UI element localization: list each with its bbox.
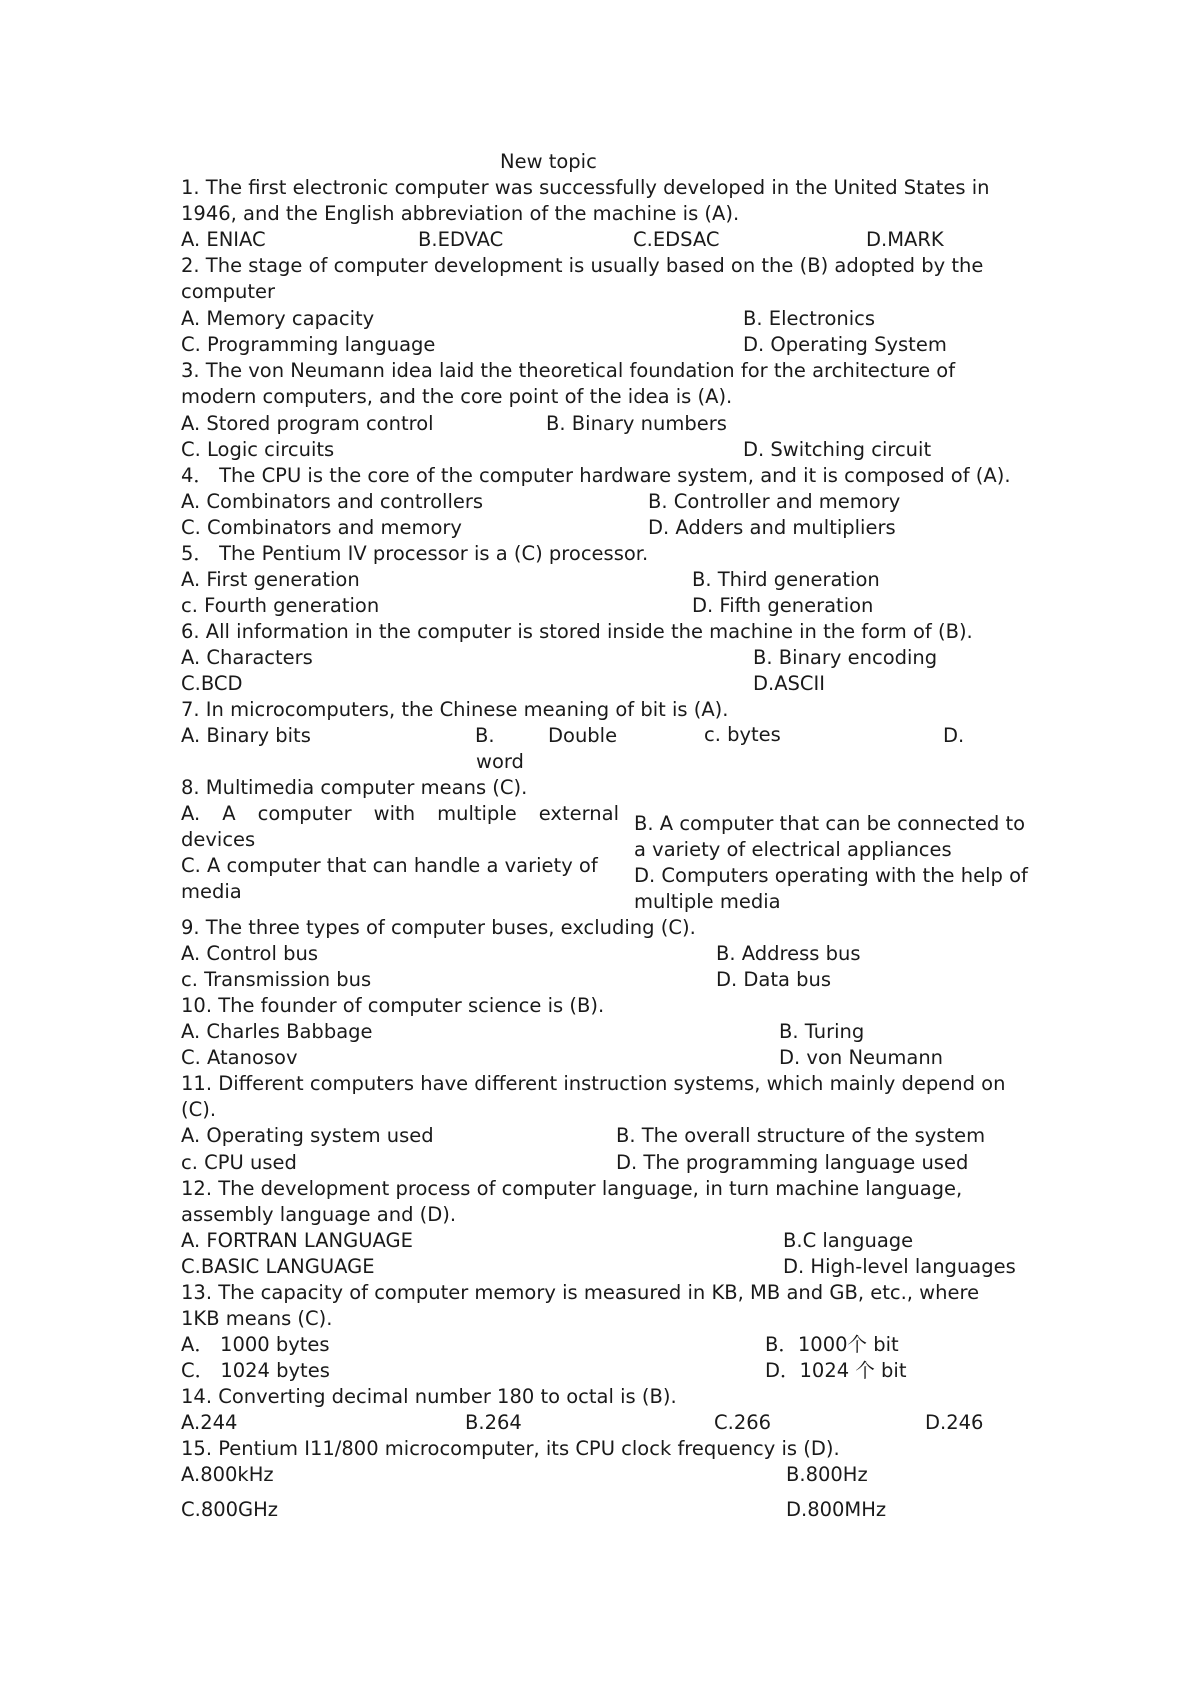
question-5-option-c: c. Fourth generation [181,594,380,617]
question-11-option-b: B. The overall structure of the system [616,1124,986,1147]
question-13-option-d: D．1024 个 bit [765,1359,907,1382]
question-5-option-a: A. First generation [181,568,360,591]
question-10-option-a: A. Charles Babbage [181,1020,373,1043]
question-14-option-a: A.244 [181,1411,238,1434]
question-15-option-d: D.800MHz [786,1498,887,1521]
question-10-option-b: B. Turing [779,1020,865,1043]
question-12-option-b: B.C language [783,1229,914,1252]
question-7-option-a: A. Binary bits [181,724,311,747]
question-7-option-c: c. bytes [704,723,781,746]
question-7-option-b-text-cont: word [476,750,524,773]
question-2-option-c: C. Programming language [181,333,436,356]
question-15-option-b: B.800Hz [786,1463,868,1486]
question-10-stem-line-1: 10. The founder of computer science is (B). [181,994,605,1017]
question-14-stem-line-1: 14. Converting decimal number 180 to octal is (B). [181,1385,677,1408]
question-3-stem-line-1: 3. The von Neumann idea laid the theoretical foundation for the architecture of [181,359,956,382]
question-8-option-b-line-2: a variety of electrical appliances [634,838,952,861]
question-13-stem-line-1: 13. The capacity of computer memory is measured in KB, MB and GB, etc., where [181,1281,980,1304]
question-14-option-d: D.246 [925,1411,984,1434]
page-title: New topic [500,150,597,173]
question-14-option-c: C.266 [714,1411,772,1434]
question-3-option-d: D. Switching circuit [743,438,932,461]
question-9-option-d: D. Data bus [716,968,832,991]
question-9-stem-line-1: 9. The three types of computer buses, excluding (C). [181,916,696,939]
question-5-stem-line-1: 5． The Pentium IV processor is a (C) processor. [181,542,649,565]
question-3-stem-line-2: modern computers, and the core point of the idea is (A). [181,385,733,408]
question-3-option-a: A. Stored program control [181,412,434,435]
question-4-option-d: D. Adders and multipliers [648,516,896,539]
question-13-stem-line-2: 1KB means (C). [181,1307,333,1330]
question-2-stem-line-1: 2. The stage of computer development is usually based on the (B) adopted by the [181,254,984,277]
question-7-option-d: D. [943,724,965,747]
question-11-stem-line-2: (C). [181,1098,217,1121]
question-13-option-c: C． 1024 bytes [181,1359,330,1382]
question-1-option-b: B.EDVAC [418,228,504,251]
question-11-option-a: A. Operating system used [181,1124,434,1147]
question-4-option-b: B. Controller and memory [648,490,901,513]
question-1-option-a: A. ENIAC [181,228,266,251]
question-12-stem-line-1: 12. The development process of computer language, in turn machine language, [181,1177,963,1200]
question-6-option-d: D.ASCII [753,672,826,695]
question-10-option-d: D. von Neumann [779,1046,944,1069]
question-11-stem-line-1: 11. Different computers have different instruction systems, which mainly depend on [181,1072,1006,1095]
question-11-option-d: D. The programming language used [616,1151,969,1174]
question-8-option-a-line-1: A. A computer with multiple external [181,802,619,825]
question-1-stem-line-2: 1946, and the English abbreviation of the machine is (A). [181,202,740,225]
question-8-option-b-line-1: B. A computer that can be connected to [634,812,1026,835]
question-15-option-a: A.800kHz [181,1463,274,1486]
question-8-stem-line-1: 8. Multimedia computer means (C). [181,776,528,799]
question-7-option-b-label: B. [475,724,495,747]
question-8-option-a-line-2: devices [181,828,256,851]
question-12-option-a: A. FORTRAN LANGUAGE [181,1229,413,1252]
question-1-option-d: D.MARK [866,228,944,251]
question-15-option-c: C.800GHz [181,1498,279,1521]
question-5-option-b: B. Third generation [692,568,880,591]
question-1-stem-line-1: 1. The first electronic computer was successfully developed in the United States in [181,176,990,199]
question-13-option-b: B．1000个 bit [765,1333,899,1356]
question-9-option-b: B. Address bus [716,942,861,965]
question-6-option-c: C.BCD [181,672,243,695]
question-11-option-c: c. CPU used [181,1151,297,1174]
question-9-option-c: c. Transmission bus [181,968,372,991]
question-1-option-c: C.EDSAC [633,228,720,251]
question-2-stem-line-2: computer [181,280,276,303]
question-6-option-a: A. Characters [181,646,313,669]
question-12-stem-line-2: assembly language and (D). [181,1203,457,1226]
question-14-option-b: B.264 [465,1411,522,1434]
question-8-option-d-line-2: multiple media [634,890,781,913]
question-9-option-a: A. Control bus [181,942,318,965]
question-10-option-c: C. Atanosov [181,1046,298,1069]
question-8-option-c-line-1: C. A computer that can handle a variety of [181,854,598,877]
question-12-option-c: C.BASIC LANGUAGE [181,1255,375,1278]
question-7-option-b-text: Double [548,724,618,747]
question-8-option-d-line-1: D. Computers operating with the help of [634,864,1028,887]
question-2-option-b: B. Electronics [743,307,876,330]
question-2-option-a: A. Memory capacity [181,307,375,330]
question-3-option-c: C. Logic circuits [181,438,335,461]
question-3-option-b: B. Binary numbers [546,412,727,435]
question-7-stem-line-1: 7. In microcomputers, the Chinese meaning of bit is (A). [181,698,729,721]
question-4-option-c: C. Combinators and memory [181,516,462,539]
question-15-stem-line-1: 15. Pentium I11/800 microcomputer, its CPU clock frequency is (D). [181,1437,840,1460]
question-4-stem-line-1: 4． The CPU is the core of the computer hardware system, and it is composed of (A). [181,464,1011,487]
question-8-option-c-line-2: media [181,880,242,903]
question-12-option-d: D. High-level languages [783,1255,1016,1278]
question-6-option-b: B. Binary encoding [753,646,938,669]
question-4-option-a: A. Combinators and controllers [181,490,484,513]
question-2-option-d: D. Operating System [743,333,947,356]
question-6-stem-line-1: 6. All information in the computer is stored inside the machine in the form of (B). [181,620,973,643]
question-5-option-d: D. Fifth generation [692,594,874,617]
question-13-option-a: A． 1000 bytes [181,1333,330,1356]
